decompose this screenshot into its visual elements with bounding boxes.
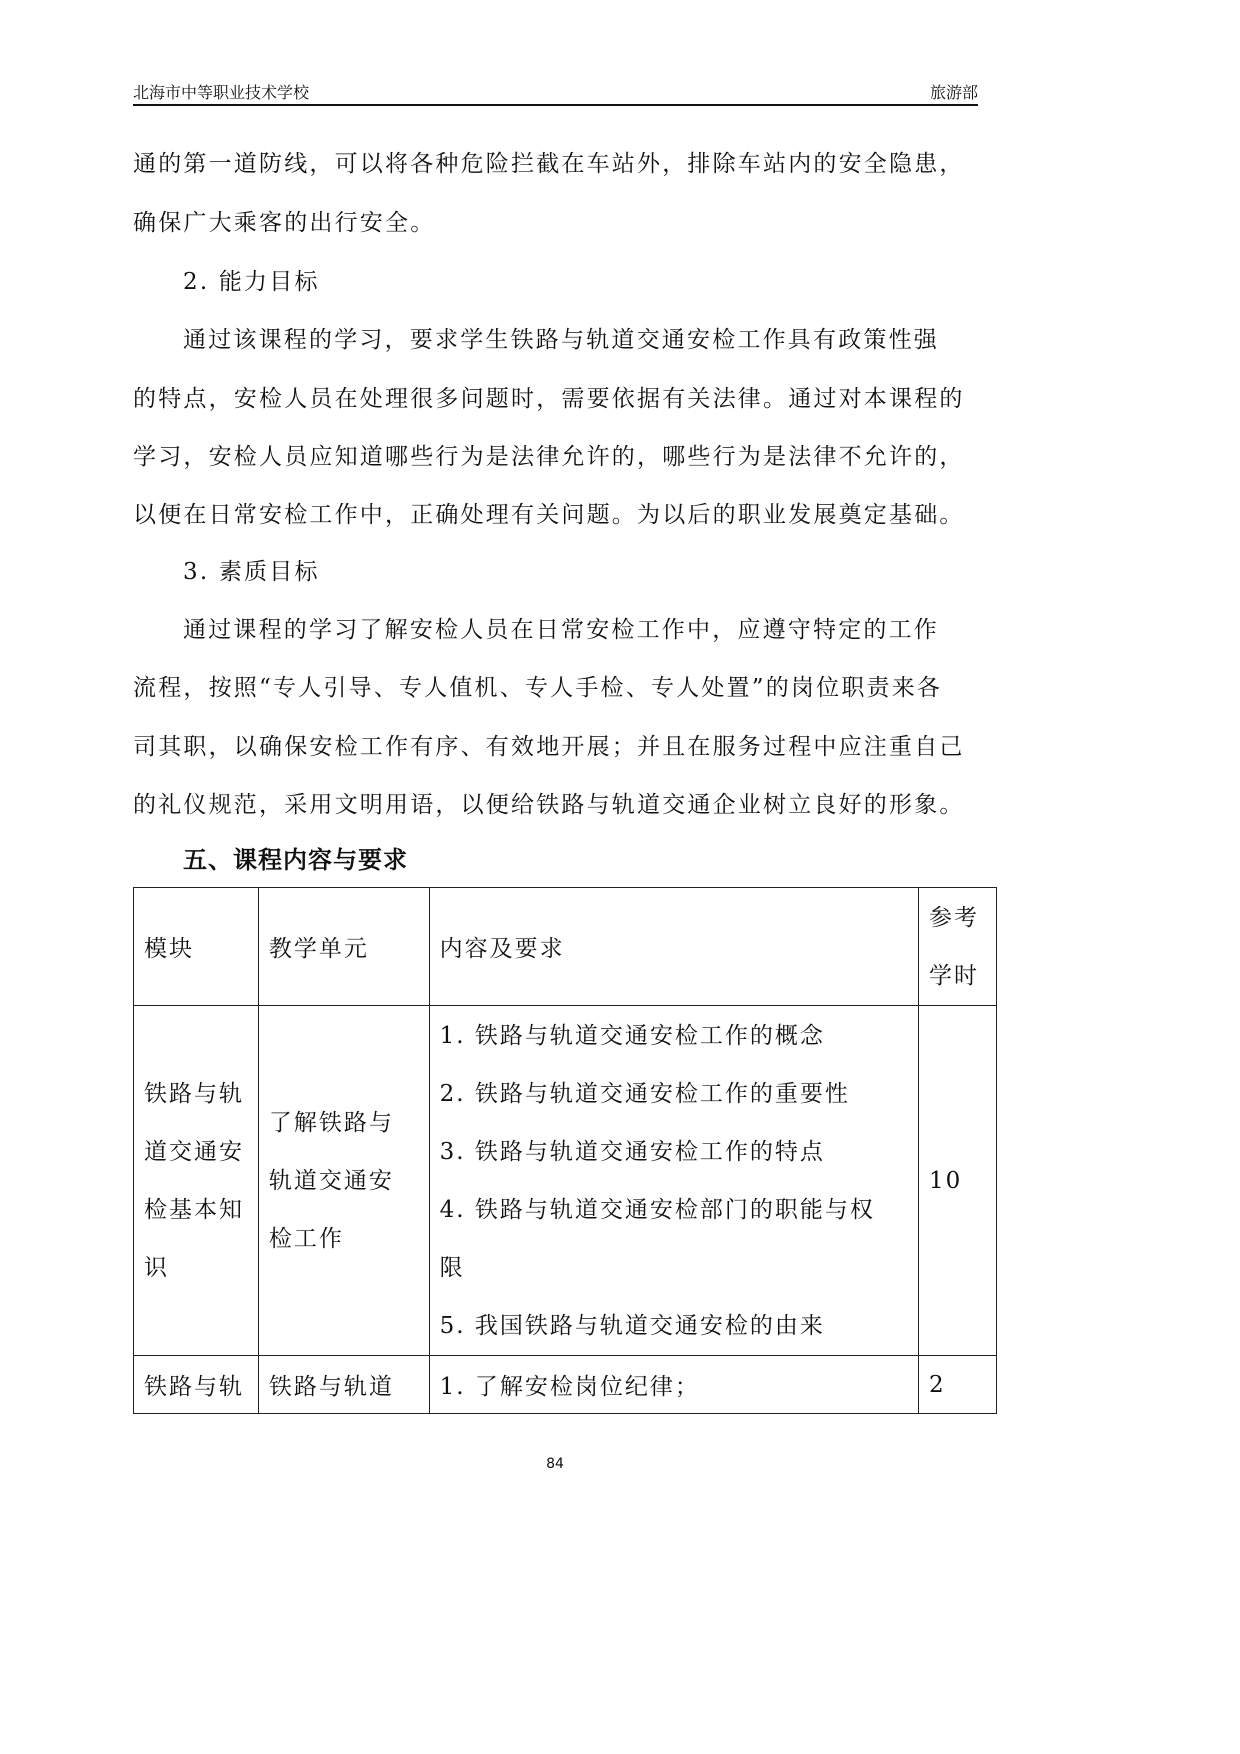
- cell-line: 铁路与轨: [144, 1080, 244, 1107]
- subheading-ability-goal: 2. 能力目标: [183, 269, 320, 295]
- body-paragraph-line: 的特点，安检人员在处理很多问题时，需要依据有关法律。通过对本课程的: [133, 386, 965, 412]
- cell-module: 铁路与轨: [134, 1356, 259, 1414]
- cell-content: 1. 了解安检岗位纪律；: [429, 1356, 918, 1414]
- table-header-row: [134, 888, 997, 1006]
- page-number: 84: [546, 1456, 564, 1472]
- cell-unit: 铁路与轨道: [258, 1356, 429, 1414]
- header-unit: 教学单元: [258, 888, 429, 1006]
- header-hours-line: 学时: [929, 962, 980, 989]
- body-paragraph-line: 通过课程的学习了解安检人员在日常安检工作中，应遵守特定的工作: [183, 617, 939, 643]
- cell-line: 检工作: [268, 1225, 344, 1252]
- header-module: 模块: [134, 888, 259, 1006]
- body-paragraph-line: 通过该课程的学习，要求学生铁路与轨道交通安检工作具有政策性强: [183, 327, 939, 353]
- cell-hours: 10: [919, 1006, 997, 1356]
- body-paragraph-line: 的礼仪规范，采用文明用语，以便给铁路与轨道交通企业树立良好的形象。: [133, 792, 965, 818]
- body-paragraph-line: 通的第一道防线，可以将各种危险拦截在车站外，排除车站内的安全隐患，: [133, 151, 965, 177]
- body-paragraph-line: 学习，安检人员应知道哪些行为是法律允许的，哪些行为是法律不允许的，: [133, 444, 965, 470]
- cell-line: 4. 铁路与轨道交通安检部门的职能与权: [439, 1196, 875, 1223]
- department-name: 旅游部: [929, 83, 978, 102]
- cell-line: 2. 铁路与轨道交通安检工作的重要性: [439, 1080, 850, 1107]
- school-name: 北海市中等职业技术学校: [133, 83, 310, 102]
- cell-module: [134, 1006, 259, 1356]
- cell-hours: 2: [919, 1356, 997, 1414]
- cell-line: 了解铁路与: [268, 1109, 394, 1136]
- cell-content: [429, 1006, 918, 1356]
- page-header: [133, 78, 978, 106]
- cell-line: 5. 我国铁路与轨道交通安检的由来: [439, 1312, 825, 1339]
- header-hours: [919, 888, 997, 1006]
- cell-line: 1. 铁路与轨道交通安检工作的概念: [439, 1022, 825, 1049]
- course-content-table: [133, 887, 997, 1414]
- cell-line: 道交通安: [144, 1138, 244, 1165]
- body-paragraph-line: 确保广大乘客的出行安全。: [133, 210, 436, 236]
- body-paragraph-line: 司其职，以确保安检工作有序、有效地开展；并且在服务过程中应注重自己: [133, 734, 965, 760]
- cell-unit: [258, 1006, 429, 1356]
- cell-line: 识: [144, 1254, 169, 1281]
- cell-line: 轨道交通安: [268, 1167, 394, 1194]
- header-hours-line: 参考: [929, 904, 980, 931]
- header-content: 内容及要求: [429, 888, 918, 1006]
- body-paragraph-line: 以便在日常安检工作中，正确处理有关问题。为以后的职业发展奠定基础。: [133, 502, 965, 528]
- section-title: 五、课程内容与要求: [183, 846, 408, 874]
- cell-line: 限: [439, 1254, 465, 1281]
- table-row: [134, 1356, 997, 1414]
- body-paragraph-line: 流程，按照“专人引导、专人值机、专人手检、专人处置”的岗位职责来各: [133, 675, 943, 701]
- cell-line: 检基本知: [144, 1196, 244, 1223]
- subheading-quality-goal: 3. 素质目标: [183, 559, 320, 585]
- table-row: [134, 1006, 997, 1356]
- cell-line: 3. 铁路与轨道交通安检工作的特点: [439, 1138, 825, 1165]
